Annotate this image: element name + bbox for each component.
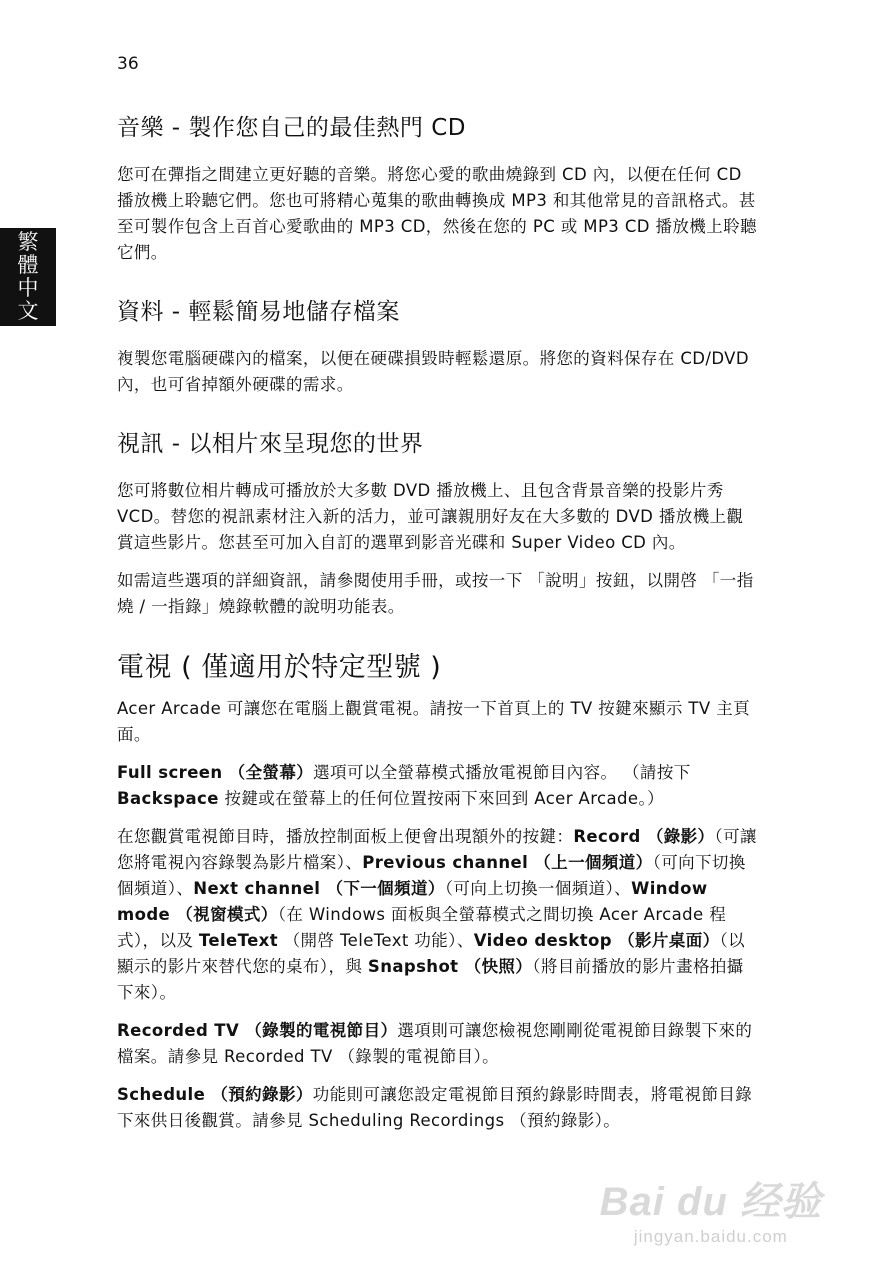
data-paragraph: 複製您電腦硬碟內的檔案，以便在硬碟損毀時輕鬆還原。將您的資料保存在 CD/DVD 內，也可省掉額外硬碟的需求。 bbox=[117, 349, 749, 394]
previous-channel-term: Previous channel （上一個頻道） bbox=[362, 853, 653, 872]
schedule-paragraph bbox=[117, 1082, 757, 1134]
controls-text: （將目前播放的影片畫格拍攝下來）。 bbox=[117, 957, 744, 1002]
teletext-term: TeleText bbox=[198, 931, 278, 950]
playback-controls-paragraph bbox=[117, 824, 757, 1006]
schedule-term: Schedule （預約錄影） bbox=[117, 1085, 313, 1104]
side-tab-char: 中 bbox=[17, 276, 39, 300]
controls-text: （在 Windows 面板與全螢幕模式之間切換 Acer Arcade 程式），以及 bbox=[117, 905, 727, 950]
fullscreen-text: 選項可以全螢幕模式播放電視節目內容。 （請按下 bbox=[313, 763, 691, 782]
controls-text: （可向下切換個頻道）、 bbox=[117, 853, 746, 898]
music-paragraph: 您可在彈指之間建立更好聽的音樂。將您心愛的歌曲燒錄到 CD 內，以便在任何 CD 播放機上聆聽它們。您也可將精心蒐集的歌曲轉換成 MP3 和其他常見的音訊格式。甚至可製作包含上百首心愛歌曲的 MP3 CD，然後在您的 PC 或 MP3 CD 播放機上聆聽它們。 bbox=[117, 165, 757, 262]
window-mode-term: Window mode （視窗模式） bbox=[117, 879, 708, 924]
language-side-tab bbox=[0, 228, 56, 326]
controls-text: （以顯示的影片來替代您的桌布），與 bbox=[117, 931, 746, 976]
fullscreen-term: Full screen （全螢幕） bbox=[117, 763, 314, 782]
recorded-tv-paragraph bbox=[117, 1018, 757, 1070]
controls-text: （可向上切換一個頻道）、 bbox=[444, 879, 632, 898]
page-content bbox=[117, 112, 757, 1146]
side-tab-char: 文 bbox=[17, 299, 39, 323]
schedule-text: 功能則可讓您設定電視節目預約錄影時間表，將電視節目錄下來供日後觀賞。請參見 Scheduling Recordings （預約錄影）。 bbox=[117, 1085, 753, 1130]
backspace-term: Backspace bbox=[117, 789, 219, 808]
music-heading: 音樂 - 製作您自己的最佳熱門 CD bbox=[117, 115, 467, 141]
video-desktop-term: Video desktop （影片桌面） bbox=[473, 931, 720, 950]
next-channel-term: Next channel （下一個頻道） bbox=[193, 879, 445, 898]
tv-heading: 電視 ( 僅適用於特定型號 ) bbox=[117, 652, 442, 683]
watermark-url: jingyan.baidu.com bbox=[633, 1227, 788, 1246]
video-paragraph-2: 如需這些選項的詳細資訊，請參閱使用手冊，或按一下 「說明」按鈕，以開啓 「一指燒 / 一指錄」燒錄軟體的說明功能表。 bbox=[117, 571, 754, 616]
tv-intro-paragraph: Acer Arcade 可讓您在電腦上觀賞電視。請按一下首頁上的 TV 按鍵來顯示 TV 主頁面。 bbox=[117, 699, 751, 744]
record-term: Record （錄影） bbox=[573, 827, 715, 846]
recorded-tv-term: Recorded TV （錄製的電視節目） bbox=[117, 1021, 398, 1040]
snapshot-term: Snapshot （快照） bbox=[367, 957, 533, 976]
fullscreen-paragraph bbox=[117, 760, 757, 812]
controls-text: （開啓 TeleText 功能）、 bbox=[278, 931, 474, 950]
side-tab-char: 體 bbox=[17, 253, 39, 277]
video-paragraph-1: 您可將數位相片轉成可播放於大多數 DVD 播放機上、且包含背景音樂的投影片秀 VCD。替您的視訊素材注入新的活力，並可讓親朋好友在大多數的 DVD 播放機上觀賞這些影片。您甚至可加入自訂的選單到影音光碟和 Super Video CD 內。 bbox=[117, 481, 744, 552]
data-heading: 資料 - 輕鬆簡易地儲存檔案 bbox=[117, 299, 400, 325]
controls-text: （可讓您將電視內容錄製為影片檔案）、 bbox=[117, 827, 757, 872]
watermark-logo: Bai du 经验 bbox=[599, 1180, 822, 1224]
recorded-tv-text: 選項則可讓您檢視您剛剛從電視節目錄製下來的檔案。請參見 Recorded TV （錄製的電視節目）。 bbox=[117, 1021, 753, 1066]
page-number: 36 bbox=[117, 54, 139, 74]
fullscreen-text-2: 按鍵或在螢幕上的任何位置按兩下來回到 Acer Arcade。） bbox=[218, 789, 665, 808]
video-heading: 視訊 - 以相片來呈現您的世界 bbox=[117, 431, 424, 457]
baidu-jingyan-watermark bbox=[600, 1170, 822, 1247]
controls-text: 在您觀賞電視節目時，播放控制面板上便會出現額外的按鍵： bbox=[117, 827, 574, 846]
side-tab-char: 繁 bbox=[17, 230, 39, 254]
